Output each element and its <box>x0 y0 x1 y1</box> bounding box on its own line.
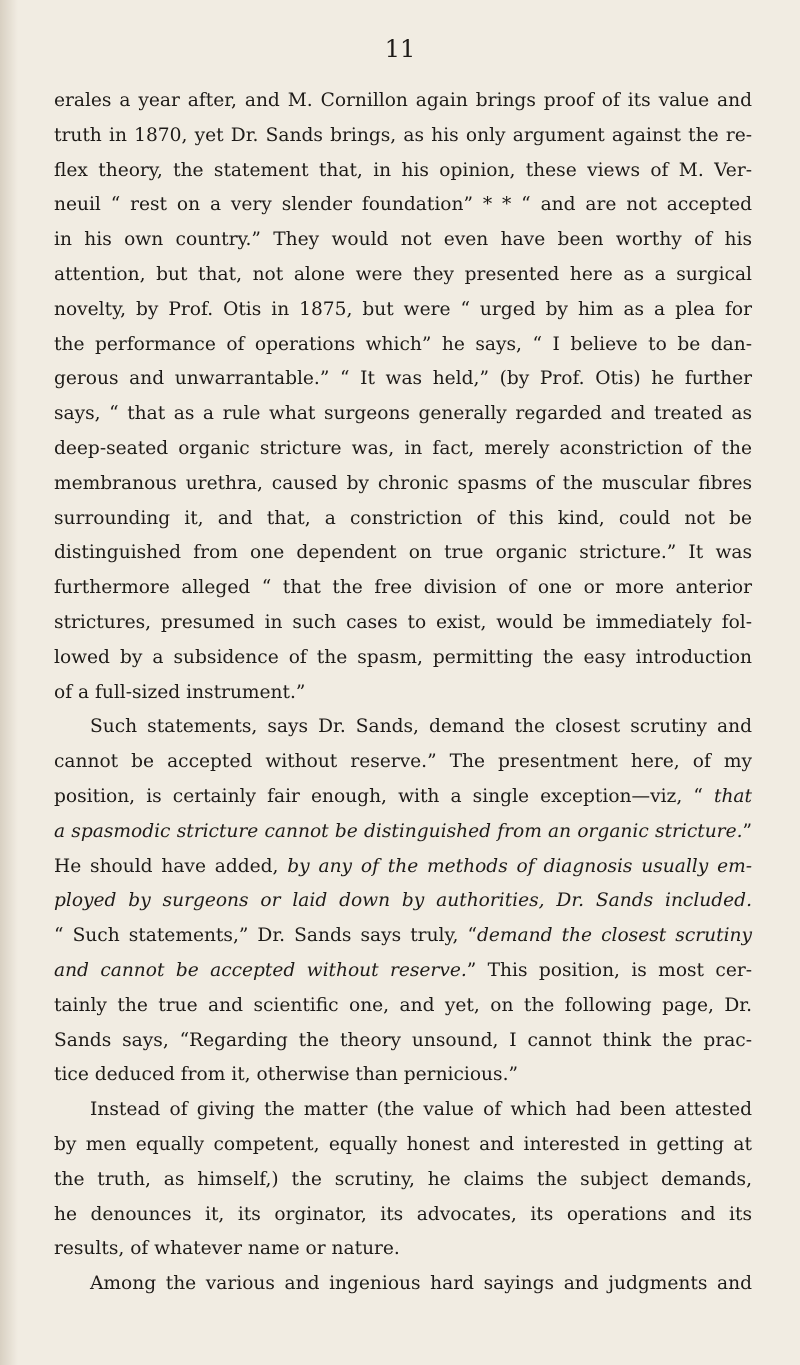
paragraph-2 <box>54 710 752 1093</box>
text-line: tainly the true and scientific one, and yet, on the following page, Dr. <box>54 994 752 1016</box>
text-line: says, “ that as a rule what surgeons generally regarded and treated as <box>54 403 752 425</box>
text-line: the performance of operations which” he says, “ I believe to be dan- <box>54 333 752 355</box>
text-line: flex theory, the statement that, in his opinion, these views of M. Ver- <box>54 159 752 181</box>
text-line: strictures, presumed in such cases to exist, would be immediately fol- <box>54 611 752 633</box>
text-line: results, of whatever name or nature. <box>54 1238 400 1260</box>
text-line <box>54 954 752 989</box>
text-line: the truth, as himself,) the scrutiny, he claims the subject demands, <box>54 1168 752 1190</box>
text-line <box>54 815 752 850</box>
text-line: novelty, by Prof. Otis in 1875, but were “ urged by him as a plea for <box>54 298 752 320</box>
text-line: truth in 1870, yet Dr. Sands brings, as his only argument against the re- <box>54 124 752 146</box>
text-line: surrounding it, and that, a constriction of this kind, could not be <box>54 507 752 529</box>
text-line: erales a year after, and M. Cornillon again brings proof of its value and <box>54 90 752 111</box>
body-text <box>54 84 752 1302</box>
text-line: furthermore alleged “ that the free division of one or more anterior <box>54 577 752 599</box>
text-line <box>54 780 752 815</box>
page-edge-shadow <box>0 0 18 1365</box>
text-line: Instead of giving the matter (the value of which had been attested <box>90 1099 752 1121</box>
paragraph-4 <box>54 1267 752 1302</box>
text-line: neuil “ rest on a very slender foundation” * * “ and are not accepted <box>54 194 752 216</box>
text-run: ” <box>742 820 752 842</box>
italic-run: a spasmodic stricture cannot be distinguished from an organic stricture. <box>54 820 743 842</box>
text-line: in his own country.” They would not even have been worthy of his <box>54 229 752 251</box>
text-line: distinguished from one dependent on true organic stricture.” It was <box>54 542 752 564</box>
italic-run: that <box>713 785 752 807</box>
text-run: ” This position, is most cer- <box>466 959 752 981</box>
text-line: Sands says, “Regarding the theory unsound, I cannot think the prac- <box>54 1029 752 1051</box>
text-run: position, is certainly fair enough, with a single exception—viz, “ <box>54 785 714 807</box>
italic-run: ployed by surgeons or laid down by authorities, Dr. Sands included. <box>54 890 752 912</box>
paragraph-1 <box>54 84 752 710</box>
text-line: Such statements, says Dr. Sands, demand the closest scrutiny and <box>90 716 752 738</box>
text-line: attention, but that, not alone were they presented here as a surgical <box>54 263 752 285</box>
text-line: cannot be accepted without reserve.” The presentment here, of my <box>54 751 752 773</box>
text-line: Among the various and ingenious hard sayings and judgments and <box>90 1273 752 1295</box>
italic-run: by any of the methods of diagnosis usually em- <box>287 855 752 877</box>
text-line: deep-seated organic stricture was, in fact, merely aconstriction of the <box>54 437 752 459</box>
text-line: he denounces it, its orginator, its advocates, its operations and its <box>54 1203 752 1225</box>
italic-run: and cannot be accepted without reserve. <box>54 959 467 981</box>
italic-run: demand the closest scrutiny <box>477 925 752 947</box>
page-number: 11 <box>384 35 416 63</box>
text-line: membranous urethra, caused by chronic spasms of the muscular fibres <box>54 472 752 494</box>
text-run: “ Such statements,” Dr. Sands says truly, “ <box>54 925 478 947</box>
text-line: of a full-sized instrument.” <box>54 681 306 703</box>
text-line: lowed by a subsidence of the spasm, permitting the easy introduction <box>54 646 752 668</box>
text-line <box>54 919 752 954</box>
text-line <box>54 850 752 885</box>
text-line: by men equally competent, equally honest and interested in getting at <box>54 1133 752 1155</box>
text-line <box>54 884 752 919</box>
text-line: tice deduced from it, otherwise than pernicious.” <box>54 1064 518 1086</box>
text-run: He should have added, <box>54 855 288 877</box>
text-line: gerous and unwarrantable.” “ It was held,” (by Prof. Otis) he further <box>54 368 752 390</box>
paragraph-3 <box>54 1093 752 1267</box>
